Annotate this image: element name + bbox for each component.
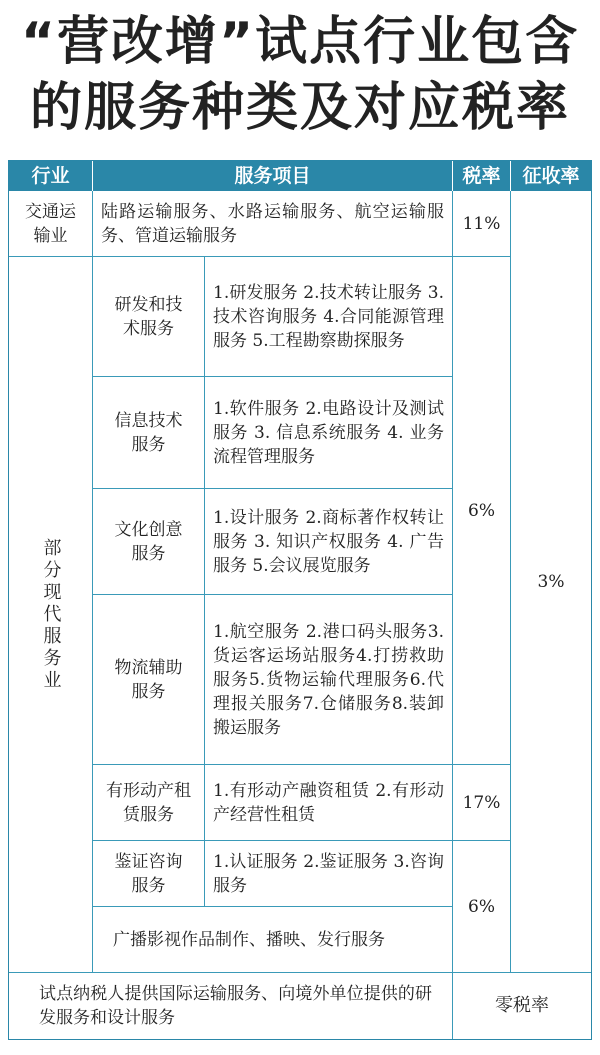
header-levy-rate: 征收率 xyxy=(511,161,591,191)
services-rd: 1.研发服务 2.技术转让服务 3. 技术咨询服务 4.合同能源管理服务 5.工程勘察勘探服务 xyxy=(205,257,453,377)
category-it: 信息技术服务 xyxy=(93,377,205,489)
category-rd: 研发和技术服务 xyxy=(93,257,205,377)
rate-zero: 零税率 xyxy=(495,995,549,1016)
category-consulting: 鉴证咨询服务 xyxy=(93,841,205,907)
services-culture: 1.设计服务 2.商标著作权转让服务 3. 知识产权服务 4. 广告服务 5.会议展览服务 xyxy=(205,489,453,595)
header-service: 服务项目 xyxy=(93,161,453,191)
services-logistics: 1.航空服务 2.港口码头服务3. 货运客运场站服务4.打捞救助服务5.货物运输代理服务6.代理报关服务7.仓储服务8.装卸搬运服务 xyxy=(205,595,453,765)
services-broadcast: 广播影视作品制作、播映、发行服务 xyxy=(93,907,453,973)
services-transport: 陆路运输服务、水路运输服务、航空运输服务、管道运输服务 xyxy=(93,191,453,257)
levy-rate: 3% xyxy=(511,191,591,973)
rate-transport: 11% xyxy=(453,191,511,257)
services-leasing: 1.有形动产融资租赁 2.有形动产经营性租赁 xyxy=(205,765,453,841)
header-tax-rate: 税率 xyxy=(453,161,511,191)
header-industry: 行业 xyxy=(9,161,93,191)
rate-group-6: 6% xyxy=(453,257,511,765)
tax-rate-table xyxy=(8,160,592,1040)
category-logistics: 物流辅助服务 xyxy=(93,595,205,765)
title-line-2: 的服务种类及对应税率 xyxy=(29,78,570,138)
services-consulting: 1.认证服务 2.鉴证服务 3.咨询服务 xyxy=(205,841,453,907)
title-line-1: “营改增”试点行业包含 xyxy=(20,12,580,72)
industry-modern-services: 部分现代服务业 xyxy=(9,257,93,973)
industry-transport: 交通运输业 xyxy=(9,191,93,257)
rate-leasing: 17% xyxy=(453,765,511,841)
rate-group-6-second: 6% xyxy=(453,841,511,973)
services-zero-rate: 试点纳税人提供国际运输服务、向境外单位提供的研发服务和设计服务 xyxy=(9,973,453,1039)
page-title xyxy=(0,0,600,150)
category-culture: 文化创意服务 xyxy=(93,489,205,595)
services-it: 1.软件服务 2.电路设计及测试服务 3. 信息系统服务 4. 业务流程管理服务 xyxy=(205,377,453,489)
category-leasing: 有形动产租赁服务 xyxy=(93,765,205,841)
